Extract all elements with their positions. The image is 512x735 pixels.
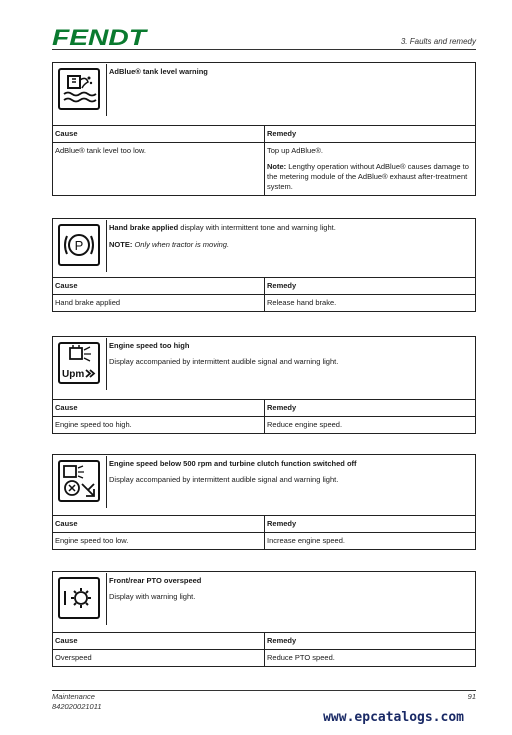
chapter-title: 3. Faults and remedy	[400, 37, 476, 46]
warning-card-adblue	[52, 62, 476, 196]
remedy-header: Remedy	[267, 129, 297, 138]
remedy-text: Top up AdBlue®.	[267, 146, 323, 155]
table-row	[53, 143, 475, 195]
hand-brake-icon	[58, 224, 100, 266]
icon-frame	[54, 220, 107, 272]
note-label: Note:	[267, 162, 287, 171]
remedy-header: Remedy	[267, 403, 297, 412]
remedy-cell: Release hand brake.	[267, 298, 337, 307]
icon-frame	[54, 338, 107, 390]
card-title: Engine speed below 500 rpm and turbine clutch function switched off	[109, 459, 357, 468]
warning-card-engine-speed-high	[52, 336, 476, 434]
svg-text:FENDT: FENDT	[52, 26, 148, 48]
table-row	[53, 295, 475, 311]
svg-text:P: P	[74, 238, 84, 253]
cause-cell: Engine speed too low.	[53, 533, 265, 549]
icon-frame	[54, 573, 107, 625]
table-row	[53, 417, 475, 433]
card-description: Display accompanied by intermittent audible signal and warning light.	[109, 357, 339, 366]
page-number: 91	[467, 692, 476, 701]
remedy-header: Remedy	[267, 636, 297, 645]
cause-header: Cause	[53, 126, 265, 142]
footer-info	[52, 692, 102, 712]
card-description: Display accompanied by intermittent audible signal and warning light.	[109, 475, 339, 484]
pto-overspeed-icon	[58, 577, 100, 619]
note-text: Lengthy operation without AdBlue® causes damage to the metering module of the AdBlue® exhaust after-treatment system.	[267, 162, 469, 191]
cause-cell: Hand brake applied	[53, 295, 265, 311]
note-label: NOTE:	[109, 240, 133, 249]
icon-frame	[54, 64, 107, 116]
card-title: Front/rear PTO overspeed	[109, 576, 202, 585]
cause-header: Cause	[53, 400, 265, 416]
remedy-header: Remedy	[267, 281, 297, 290]
cause-header: Cause	[53, 278, 265, 294]
table-row	[53, 650, 475, 666]
cause-cell: AdBlue® tank level too low.	[53, 143, 265, 195]
card-description: Display with warning light.	[109, 592, 196, 601]
table-header-row	[53, 633, 475, 650]
remedy-note	[267, 162, 471, 192]
footer-doc-number: 842020021011	[52, 702, 102, 711]
table-header-row	[53, 516, 475, 533]
card-note	[109, 240, 469, 250]
remedy-cell: Reduce engine speed.	[267, 420, 343, 429]
engine-overspeed-icon	[58, 342, 100, 384]
remedy-header: Remedy	[267, 519, 297, 528]
note-text: Only when tractor is moving.	[134, 240, 230, 249]
remedy-cell: Reduce PTO speed.	[267, 653, 335, 662]
table-header-row	[53, 400, 475, 417]
watermark: www.epcatalogs.com	[323, 710, 464, 725]
remedy-cell: Increase engine speed.	[267, 536, 345, 545]
cause-cell: Overspeed	[53, 650, 265, 666]
table-header-row	[53, 278, 475, 295]
table-row	[53, 533, 475, 549]
svg-text:Upm: Upm	[62, 369, 85, 380]
table-header-row	[53, 126, 475, 143]
card-title: Engine speed too high	[109, 341, 190, 350]
warning-card-hand-brake	[52, 218, 476, 312]
warning-card-turbine-clutch	[52, 454, 476, 550]
fendt-logo	[52, 26, 148, 48]
adblue-tank-level-icon	[58, 68, 100, 110]
footer-divider	[52, 690, 476, 691]
cause-cell: Engine speed too high.	[53, 417, 265, 433]
card-title: AdBlue® tank level warning	[109, 67, 208, 76]
turbine-clutch-icon	[58, 460, 100, 502]
cause-header: Cause	[53, 633, 265, 649]
remedy-cell	[265, 143, 475, 195]
card-title-suffix: display with intermittent tone and warning light.	[180, 223, 336, 232]
cause-header: Cause	[53, 516, 265, 532]
header-divider	[52, 49, 476, 50]
warning-card-pto-overspeed	[52, 571, 476, 667]
footer-section: Maintenance	[52, 692, 95, 701]
icon-frame	[54, 456, 107, 508]
card-title: Hand brake applied	[109, 223, 179, 232]
